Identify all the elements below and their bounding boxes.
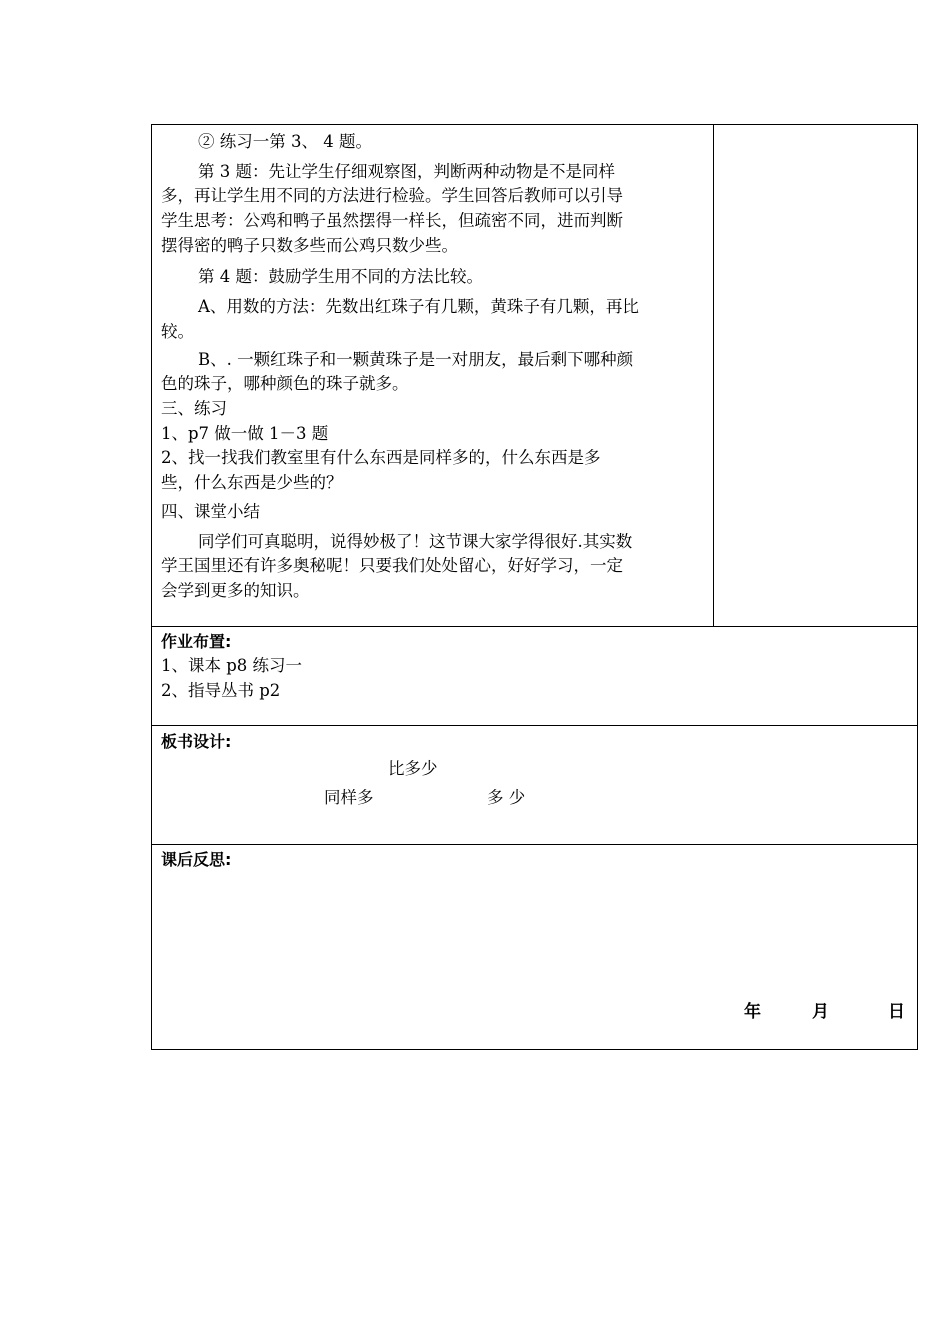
section-divider <box>152 844 917 845</box>
date-day: 日 <box>888 1002 905 1022</box>
section-divider <box>152 626 917 627</box>
process-line: A、用数的方法：先数出红珠子有几颗，黄珠子有几颗，再比 <box>198 297 639 316</box>
column-divider <box>713 125 714 627</box>
process-line: 色的珠子，哪种颜色的珠子就多。 <box>161 374 409 393</box>
board-right: 多 少 <box>487 788 526 807</box>
process-line: 第 3 题：先让学生仔细观察图，判断两种动物是不是同样 <box>198 162 615 181</box>
process-line: ② 练习一第 3、 4 题。 <box>198 132 372 151</box>
process-line: 2、找一找我们教室里有什么东西是同样多的，什么东西是多 <box>161 448 601 467</box>
board-heading: 板书设计: <box>161 732 232 751</box>
board-left: 同样多 <box>324 788 374 807</box>
process-line: 学生思考：公鸡和鸭子虽然摆得一样长，但疏密不同，进而判断 <box>161 211 623 230</box>
process-line: 会学到更多的知识。 <box>161 581 310 600</box>
process-line: 1、p7 做一做 1－3 题 <box>161 424 329 443</box>
homework-heading: 作业布置: <box>161 632 232 651</box>
process-line: 较。 <box>161 322 194 341</box>
process-line: 多，再让学生用不同的方法进行检验。学生回答后教师可以引导 <box>161 186 623 205</box>
process-line: 四、课堂小结 <box>161 502 260 521</box>
lesson-table <box>151 124 918 1050</box>
date-month: 月 <box>812 1002 829 1022</box>
process-line: 学王国里还有许多奥秘呢！只要我们处处留心，好好学习，一定 <box>161 556 623 575</box>
process-line: 第 4 题：鼓励学生用不同的方法比较。 <box>198 267 483 286</box>
process-line: 三、练习 <box>161 399 227 418</box>
reflection-heading: 课后反思: <box>161 850 232 869</box>
board-title: 比多少 <box>388 759 438 778</box>
process-line: B、. 一颗红珠子和一颗黄珠子是一对朋友，最后剩下哪种颜 <box>198 350 634 369</box>
process-line: 摆得密的鸭子只数多些而公鸡只数少些。 <box>161 236 458 255</box>
homework-item: 2、指导丛书 p2 <box>161 681 281 700</box>
date-year: 年 <box>744 1002 761 1022</box>
section-divider <box>152 725 917 726</box>
homework-item: 1、课本 p8 练习一 <box>161 656 303 675</box>
process-line: 些，什么东西是少些的？ <box>161 473 343 492</box>
process-line: 同学们可真聪明，说得妙极了！这节课大家学得很好.其实数 <box>198 532 633 551</box>
